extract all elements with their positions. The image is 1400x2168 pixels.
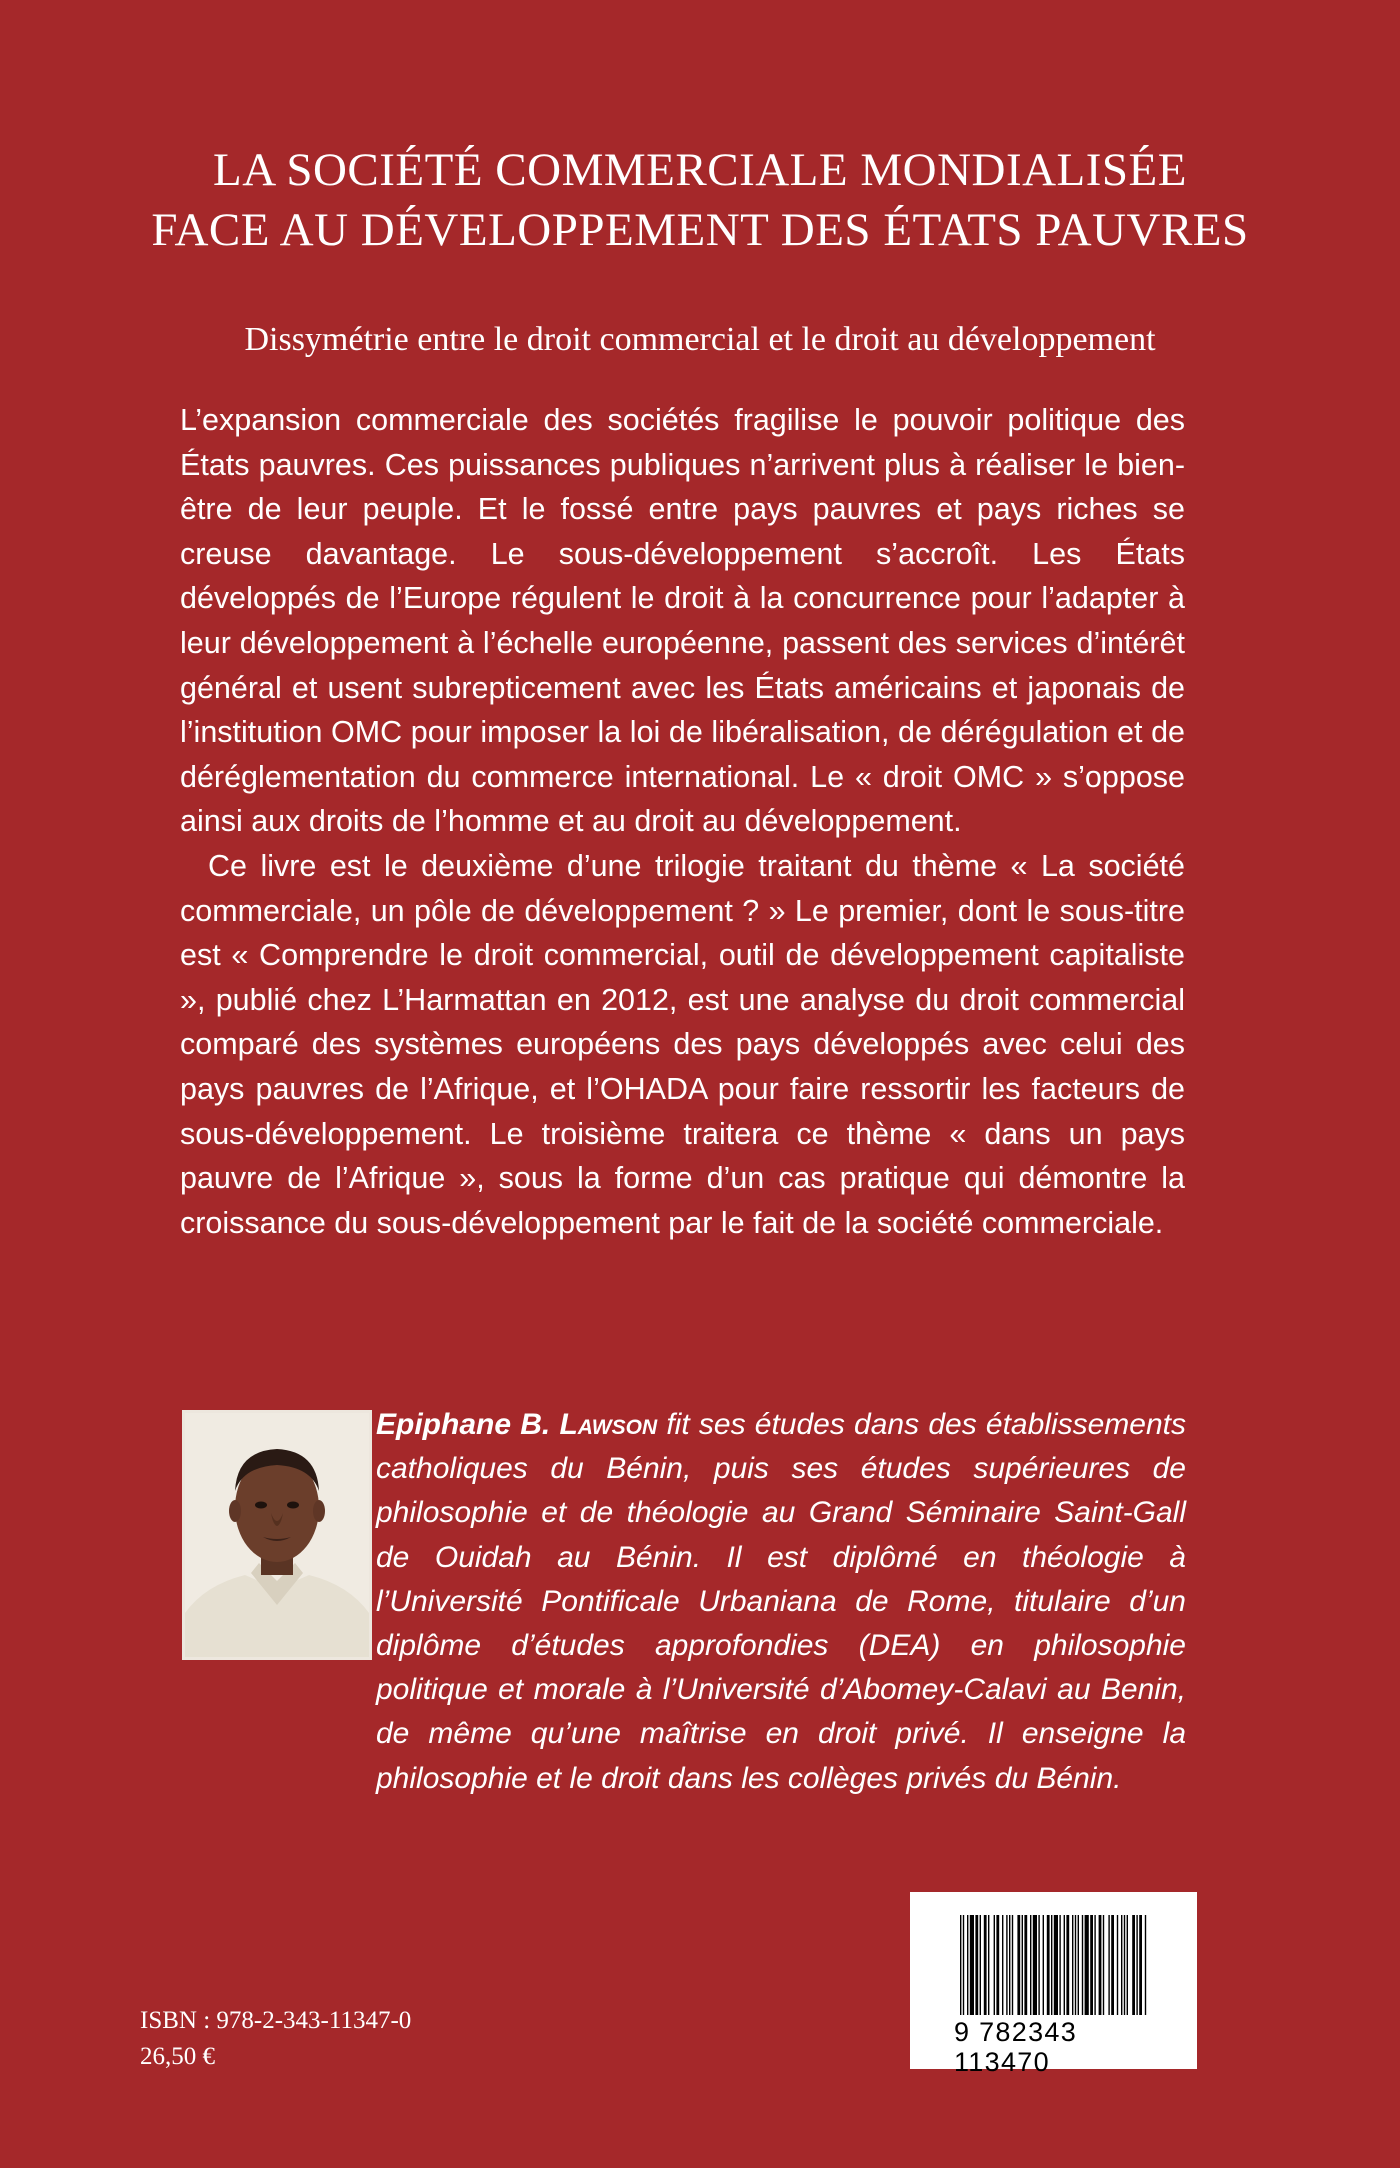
barcode-bar [1078,1915,1079,2015]
barcode-bar [1009,1915,1010,2015]
barcode-bar [960,1915,961,2015]
barcode-bar [1090,1915,1093,2015]
barcode-bar [1054,1915,1058,2015]
barcode-digits: 9 782343 113470 [954,2017,1078,2077]
barcode-bar [975,1915,978,2015]
book-summary [180,398,1185,1245]
barcode-bar [1064,1915,1065,2015]
barcode-bar [984,1915,987,2015]
author-last-name: Lawson [559,1408,658,1441]
barcode-bar [1075,1915,1076,2015]
barcode-bar [988,1915,989,2015]
barcode-bar [1111,1915,1114,2015]
barcode-bar [1117,1915,1118,2015]
author-first-name: Epiphane B. [376,1408,551,1441]
barcode-bar [1127,1915,1128,2015]
barcode-bar [1002,1915,1003,2015]
barcode-bar [1022,1915,1023,2015]
summary-paragraph-1: L’expansion commerciale des sociétés fragilise le pouvoir politique des États pauvres. Ces puissances publiques n’arrivent plus à réaliser le bien-être de leur peuple. Et le fossé entre pays pauvres et pays riches se creuse davantage. Le sous-développement s’accroît. Les États développés de l’Europe régulent le droit à la concurrence pour l’adapter à leur développement à l’échelle européenne, passent des services d’intérêt général et usent subrepticement avec les États américains et japonais de l’institution OMC pour imposer la loi de libéralisation, de dérégulation et de déréglementation du commerce international. Le « droit OMC » s’oppose ainsi aux droits de l’homme et au droit au développement. [180,403,1185,839]
author-bio-text: fit ses études dans des établissements catholiques du Bénin, puis ses études supérieures de philosophie et de théologie au Grand Séminaire Saint-Gall de Ouidah au Bénin. Il est diplômé en théologie à l’Université Pontificale Urbaniana de Rome, titulaire d’un diplôme d’études approfondies (DEA) en philosophie politique et morale à l’Université d’Abomey-Calavi au Benin, de même qu’une maîtrise en droit privé. Il enseigne la philosophie et le droit dans les collèges privés du Bénin. [376,1408,1186,1795]
barcode-bar [1108,1915,1109,2015]
barcode-bar [1006,1915,1007,2015]
barcode-bar [1103,1915,1104,2015]
summary-paragraph-2: Ce livre est le deuxième d’une trilogie traitant du thème « La société commerciale, un pôle de développement ? » Le premier, dont le sous-titre est « Comprendre le droit commercial, outil de développement capitaliste », publié chez L’Harmattan en 2012, est une analyse du droit commercial comparé des systèmes européens des pays développés avec celui des pays pauvres de l’Afrique, et l’OHADA pour faire ressortir les facteurs de sous-développement. Le troisième traitera ce thème « dans un pays pauvre de l’Afrique », sous la forme d’un cas pratique qui démontre la croissance du sous-développement par le fait de la société commerciale. [180,848,1185,1240]
barcode-bar [1059,1915,1060,2015]
title-line-1: LA SOCIÉTÉ COMMERCIALE MONDIALISÉE [213,144,1187,196]
barcode-bar [1030,1915,1031,2015]
barcode-bar [1094,1915,1095,2015]
barcode-bar [1043,1915,1044,2015]
title-line-2: FACE AU DÉVELOPPEMENT DES ÉTATS PAUVRES [151,204,1249,256]
author-portrait-illustration [185,1413,369,1657]
barcode-bar [1051,1915,1052,2015]
barcode-bar [967,1915,968,2015]
barcode-bar [996,1915,999,2015]
barcode-bars [958,1915,1150,2015]
barcode-bar [1012,1915,1013,2015]
barcode-bar [963,1915,964,2015]
barcode-bar [1145,1915,1146,2015]
barcode-bar [1017,1915,1020,2015]
barcode-bar [1085,1915,1089,2015]
barcode-bar [1066,1915,1069,2015]
author-biography [376,1403,1186,1801]
barcode-bar [1047,1915,1050,2015]
barcode-bar [1132,1915,1135,2015]
barcode-bar [1136,1915,1137,2015]
barcode-bar [994,1915,995,2015]
barcode-bar [1072,1915,1073,2015]
barcode-bar [1082,1915,1083,2015]
book-subtitle: Dissymétrie entre le droit commercial et le droit au développement [244,321,1156,358]
barcode-bar [1139,1915,1142,2015]
barcode-bar [1124,1915,1125,2015]
author-photo [182,1410,372,1660]
isbn-label: ISBN : 978-2-343-11347-0 [140,2007,412,2034]
barcode [910,1892,1197,2077]
barcode-bar [970,1915,974,2015]
price-label: 26,50 € [140,2043,215,2070]
book-title [0,140,1400,260]
barcode-bar [1099,1915,1102,2015]
barcode-bar [1024,1915,1027,2015]
barcode-bar [1121,1915,1122,2015]
barcode-bar [1038,1915,1039,2015]
barcode-bar [980,1915,981,2015]
barcode-bar [1033,1915,1037,2015]
